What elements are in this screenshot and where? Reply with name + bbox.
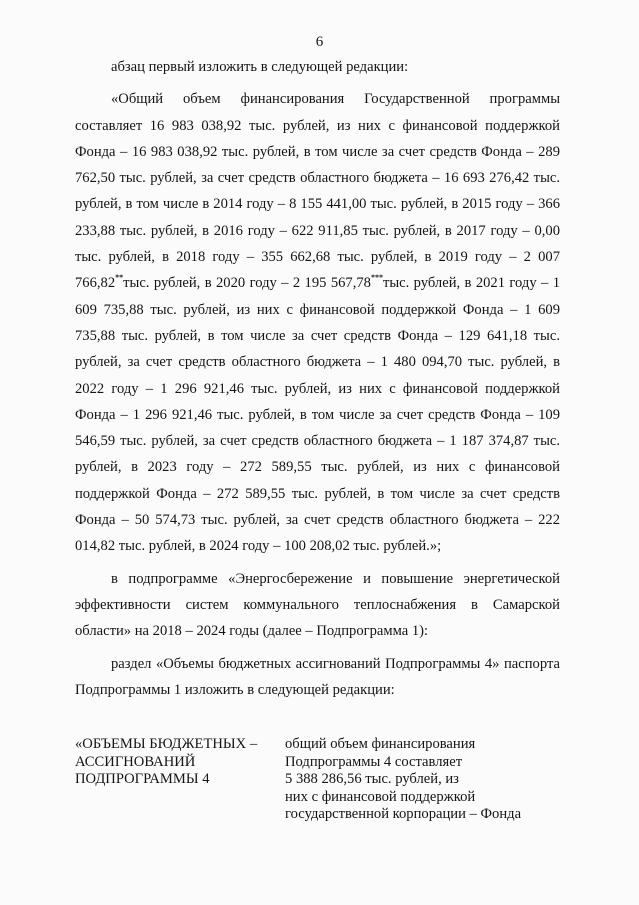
table-label-line: «ОБЪЕМЫ БЮДЖЕТНЫХ – <box>75 736 258 752</box>
paragraph-section: раздел «Объемы бюджетных ассигнований Подпрограммы 4» паспорта Подпрограммы 1 изложить в следующей редакции: <box>75 655 560 698</box>
table-label-line: ПОДПРОГРАММЫ 4 <box>75 771 210 788</box>
table-value-line: 5 388 286,56 тыс. рублей, из <box>285 771 459 788</box>
paragraph-subprogram: в подпрограмме «Энергосбережение и повышение энергетической эффективности систем коммунального теплоснабжения в Самарской области» на 2018 – 2024 годы (далее – Подпрограмма 1): <box>75 570 560 640</box>
paragraph-intro: абзац первый изложить в следующей редакции: <box>111 59 409 75</box>
footnote-mark-triple: *** <box>370 273 383 283</box>
paragraph-financing <box>75 86 560 559</box>
table-value-line: них с финансовой поддержкой <box>285 788 476 805</box>
financing-text-part-1: «Общий объем финансирования Государственной программы составляет 16 983 038,92 тыс. рублей, из них с финансовой поддержкой Фонда – 16 983 038,92 тыс. рублей, в том числе за счет средств Фонда – 289 762,50 тыс. рублей, за счет средств областного бюджета – 16 693 276,42 тыс. рублей, в том числе в 2014 году – 8 155 441,00 тыс. рублей, в 2015 году – 366 233,88 тыс. рублей, в 2016 году – 622 911,85 тыс. рублей, в 2017 году – 0,00 тыс. рублей, в 2018 году – 355 662,68 тыс. рублей, в 2019 году – 2 007 766,82 <box>75 91 560 292</box>
document-body <box>75 54 560 703</box>
table-value-line: общий объем финансирования <box>285 736 476 752</box>
footnote-mark-double: ** <box>115 273 124 283</box>
page-number: 6 <box>315 34 324 50</box>
budget-table <box>75 736 560 824</box>
table-value-line: Подпрограммы 4 составляет <box>285 753 463 770</box>
table-label-line: АССИГНОВАНИЙ <box>75 753 196 770</box>
table-label-cell <box>75 736 281 824</box>
financing-text-part-2: тыс. рублей, в 2020 году – 2 195 567,78 <box>123 275 371 292</box>
table-value-cell <box>285 736 560 824</box>
financing-text-part-3: тыс. рублей, в 2021 году – 1 609 735,88 тыс. рублей, из них с финансовой поддержкой Фонда – 1 609 735,88 тыс. рублей, в том числе за счет средств Фонда – 129 641,18 тыс. рублей, за счет средств областного бюджета – 1 480 094,70 тыс. рублей, в 2022 году – 1 296 921,46 тыс. рублей, из них с финансовой поддержкой Фонда – 1 296 921,46 тыс. рублей, в том числе за счет средств Фонда – 109 546,59 тыс. рублей, за счет средств областного бюджета – 1 187 374,87 тыс. рублей, в 2023 году – 272 589,55 тыс. рублей, из них с финансовой поддержкой Фонда – 272 589,55 тыс. рублей, в том числе за счет средств Фонда – 50 574,73 тыс. рублей, за счет средств областного бюджета – 222 014,82 тыс. рублей, в 2024 году – 100 208,02 тыс. рублей.»; <box>75 275 560 555</box>
table-value-line: государственной корпорации – Фонда <box>285 806 522 823</box>
